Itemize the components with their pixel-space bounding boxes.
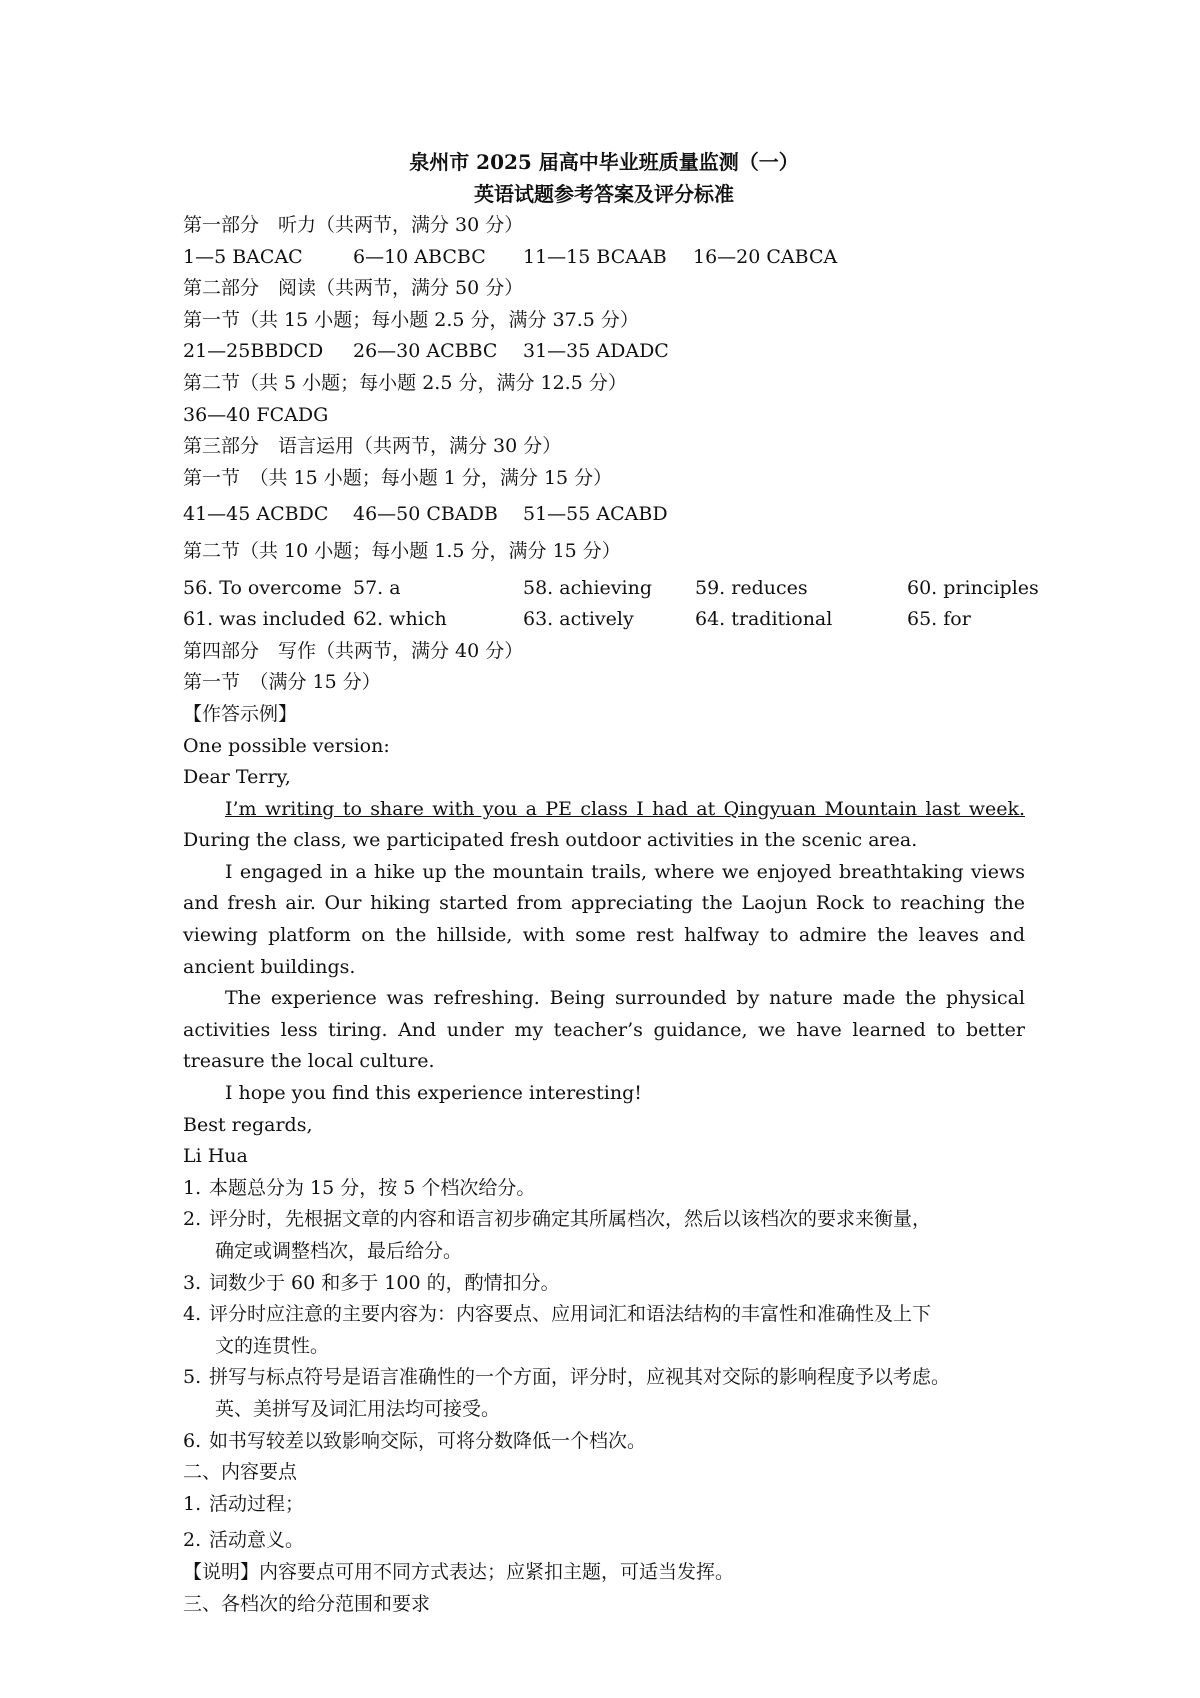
rule-item [183, 1204, 1025, 1267]
letter-paragraph-2: I engaged in a hike up the mountain trails, where we enjoyed breathtaking views and fresh air. Our hiking started from appreciating the Laojun Rock to reaching the viewing platform on the hillside, with some rest halfway to admire the leaves and ancient buildings. [183, 860, 1025, 978]
rule-item [183, 1426, 1025, 1458]
answer-group: 41—45 ACBDC [183, 503, 329, 526]
rule-number: 3. [183, 1271, 202, 1294]
rule-text: 拼写与标点符号是语言准确性的一个方面，评分时，应视其对交际的影响程度予以考虑。 [209, 1366, 951, 1389]
rule-text: 评分时应注意的主要内容为：内容要点、应用词汇和语法结构的丰富性和准确性及上下 [209, 1303, 932, 1326]
answer-group: 16—20 CABCA [693, 245, 838, 268]
answer-item: 59. reduces [695, 576, 808, 599]
answer-item: 58. achieving [523, 576, 652, 599]
part2-section2-answers [183, 400, 1025, 432]
letter-paragraph-3: The experience was refreshing. Being surrounded by nature made the physical activities less tiring. And under my teacher’s guidance, we have learned to better treasure the local culture. [183, 987, 1025, 1073]
answer-item: 60. principles [907, 576, 1039, 599]
rule-item [183, 1268, 1025, 1300]
content-point [183, 1525, 1025, 1557]
rule-number: 5. [183, 1366, 202, 1389]
rule-number: 4. [183, 1303, 202, 1326]
part3-heading: 第三部分 语言运用（共两节，满分 30 分） [183, 435, 562, 458]
answer-group: 46—50 CBADB [353, 503, 498, 526]
letter-paragraph-4: I hope you find this experience interesting! [225, 1082, 642, 1105]
rule-item [183, 1299, 1025, 1362]
answer-group: 51—55 ACABD [523, 503, 668, 526]
part3-section2-answers-row2 [183, 604, 1025, 636]
example-label: 【作答示例】 [183, 702, 298, 725]
version-label: One possible version: [183, 734, 390, 757]
rule-number: 2. [183, 1208, 202, 1231]
part2-section1-answers [183, 336, 1025, 368]
content-point-text: 活动意义。 [209, 1529, 305, 1552]
answer-group: 6—10 ABCBC [353, 245, 486, 268]
letter-paragraph-1-rest: During the class, we participated fresh outdoor activities in the scenic area. [183, 829, 918, 852]
rule-text-continued: 英、美拼写及词汇用法均可接受。 [215, 1397, 501, 1420]
answer-group: 1—5 BACAC [183, 245, 303, 268]
part4-heading: 第四部分 写作（共两节，满分 40 分） [183, 639, 524, 662]
rule-text-continued: 确定或调整档次，最后给分。 [215, 1240, 463, 1262]
content-point-text: 活动过程； [209, 1492, 305, 1515]
answer-group: 11—15 BCAAB [523, 245, 667, 268]
part1-answers [183, 242, 1025, 274]
answer-group: 31—35 ADADC [523, 340, 669, 363]
rule-text: 词数少于 60 和多于 100 的，酌情扣分。 [209, 1271, 560, 1294]
document-subtitle: 英语试题参考答案及评分标准 [474, 182, 734, 206]
document-body [183, 146, 1039, 1620]
rule-text: 本题总分为 15 分，按 5 个档次给分。 [209, 1176, 536, 1199]
part3-section1-heading: 第一节 （共 15 小题；每小题 1 分，满分 15 分） [183, 466, 613, 489]
part3-section2-heading: 第二节（共 10 小题；每小题 1.5 分，满分 15 分） [183, 539, 621, 562]
part2-section1-heading: 第一节（共 15 小题；每小题 2.5 分，满分 37.5 分） [183, 308, 639, 331]
answer-item: 56. To overcome [183, 576, 342, 599]
part2-heading: 第二部分 阅读（共两节，满分 50 分） [183, 277, 524, 300]
letter-topic-sentence: I’m writing to share with you a PE class I had at Qingyuan Mountain last week. [225, 797, 1025, 820]
answer-item: 63. actively [523, 608, 634, 631]
rule-number: 1. [183, 1176, 202, 1199]
answer-item: 65. for [907, 608, 971, 631]
part2-section2-heading: 第二节（共 5 小题；每小题 2.5 分，满分 12.5 分） [183, 371, 627, 394]
letter-salutation: Dear Terry, [183, 766, 291, 789]
letter-paragraph-1 [183, 794, 1025, 857]
letter-closing: Best regards, [183, 1113, 313, 1136]
rule-item [183, 1173, 1025, 1205]
document-title: 泉州市 2025 届高中毕业班质量监测（一） [409, 150, 799, 174]
letter-signature: Li Hua [183, 1145, 248, 1168]
part1-heading: 第一部分 听力（共两节，满分 30 分） [183, 214, 524, 236]
part3-section2-answers-row1 [183, 573, 1039, 605]
rule-text: 评分时，先根据文章的内容和语言初步确定其所属档次，然后以该档次的要求来衡量， [209, 1208, 932, 1231]
content-point [183, 1489, 1025, 1521]
content-point-number: 2. [183, 1529, 202, 1552]
answer-item: 64. traditional [695, 608, 833, 631]
content-point-number: 1. [183, 1492, 202, 1515]
part3-section1-answers [183, 499, 1025, 531]
note: 【说明】内容要点可用不同方式表达；应紧扣主题，可适当发挥。 [183, 1560, 735, 1583]
answer-item: 57. a [353, 576, 401, 599]
rule-number: 6. [183, 1429, 202, 1452]
part4-section1-heading: 第一节 （满分 15 分） [183, 671, 381, 694]
rule-text-continued: 文的连贯性。 [215, 1334, 330, 1357]
rule-text: 如书写较差以致影响交际，可将分数降低一个档次。 [209, 1429, 647, 1452]
rule-item [183, 1362, 1025, 1425]
content-points-heading: 二、内容要点 [183, 1461, 298, 1484]
answer-group: 36—40 FCADG [183, 403, 329, 426]
answer-group: 26—30 ACBBC [353, 340, 498, 363]
answer-group: 21—25BBDCD [183, 340, 324, 363]
answer-item: 61. was included [183, 608, 346, 631]
grading-heading: 三、各档次的给分范围和要求 [183, 1592, 431, 1615]
answer-item: 62. which [353, 608, 447, 631]
